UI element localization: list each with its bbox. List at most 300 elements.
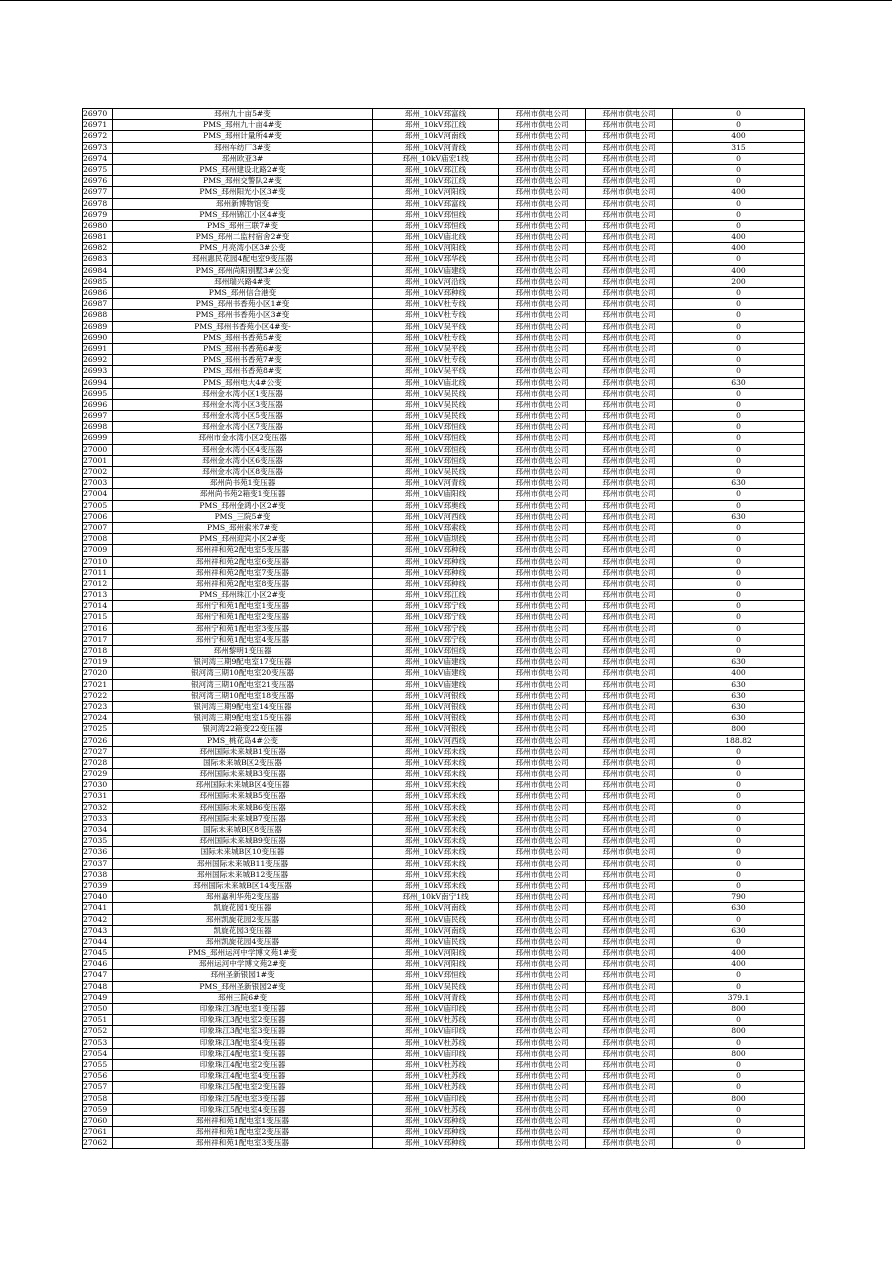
row-id-cell: 27025 — [83, 724, 113, 735]
supply-company-cell: 邳州市供电公司 — [499, 176, 586, 187]
transformer-name-cell: 邳州祥和苑2配电室5变压器 — [113, 545, 373, 556]
supply-company-2-cell: 邳州市供电公司 — [586, 153, 673, 164]
supply-company-cell: 邳州市供电公司 — [499, 724, 586, 735]
transformer-name-cell: 邳州国际未来城B6变压器 — [113, 802, 373, 813]
row-id-cell: 27014 — [83, 601, 113, 612]
supply-company-cell: 邳州市供电公司 — [499, 1082, 586, 1093]
row-id-cell: 27020 — [83, 668, 113, 679]
table-row — [83, 623, 805, 634]
row-id-cell: 26992 — [83, 355, 113, 366]
supply-company-cell: 邳州市供电公司 — [499, 444, 586, 455]
supply-company-2-cell: 邳州市供电公司 — [586, 959, 673, 970]
row-id-cell: 26994 — [83, 377, 113, 388]
row-id-cell: 27013 — [83, 590, 113, 601]
supply-company-2-cell: 邳州市供电公司 — [586, 657, 673, 668]
supply-company-2-cell: 邳州市供电公司 — [586, 925, 673, 936]
row-id-cell: 26997 — [83, 411, 113, 422]
supply-company-2-cell: 邳州市供电公司 — [586, 880, 673, 891]
supply-company-2-cell: 邳州市供电公司 — [586, 220, 673, 231]
capacity-cell: 0 — [673, 791, 805, 802]
capacity-cell: 0 — [673, 836, 805, 847]
capacity-cell: 188.82 — [673, 735, 805, 746]
row-id-cell: 27035 — [83, 836, 113, 847]
table-row — [83, 959, 805, 970]
supply-company-2-cell: 邳州市供电公司 — [586, 545, 673, 556]
feeder-line-cell: 邳州_10kV河银线 — [373, 701, 499, 712]
row-id-cell: 27036 — [83, 847, 113, 858]
feeder-line-cell: 邳州_10kV庙北线 — [373, 232, 499, 243]
transformer-name-cell: 邳州祥和苑1配电室1变压器 — [113, 1115, 373, 1126]
feeder-line-cell: 邳州_10kV庙坝线 — [373, 534, 499, 545]
supply-company-cell: 邳州市供电公司 — [499, 332, 586, 343]
row-id-cell: 27007 — [83, 522, 113, 533]
capacity-cell: 400 — [673, 668, 805, 679]
feeder-line-cell: 邳州_10kV河银线 — [373, 713, 499, 724]
table-row — [83, 981, 805, 992]
supply-company-2-cell: 邳州市供电公司 — [586, 903, 673, 914]
supply-company-cell: 邳州市供电公司 — [499, 769, 586, 780]
table-row — [83, 422, 805, 433]
feeder-line-cell: 邳州_10kV邳未线 — [373, 869, 499, 880]
feeder-line-cell: 邳州_10kV邳江线 — [373, 590, 499, 601]
transformer-table — [82, 108, 805, 1149]
row-id-cell: 27010 — [83, 556, 113, 567]
transformer-name-cell: 印象珠江3配电室4变压器 — [113, 1037, 373, 1048]
row-id-cell: 27022 — [83, 690, 113, 701]
supply-company-cell: 邳州市供电公司 — [499, 936, 586, 947]
supply-company-cell: 邳州市供电公司 — [499, 970, 586, 981]
row-id-cell: 27058 — [83, 1093, 113, 1104]
feeder-line-cell: 邳州_10kV邳江线 — [373, 164, 499, 175]
supply-company-cell: 邳州市供电公司 — [499, 791, 586, 802]
supply-company-cell: 邳州市供电公司 — [499, 646, 586, 657]
table-row — [83, 746, 805, 757]
feeder-line-cell: 邳州_10kV河阳线 — [373, 948, 499, 959]
capacity-cell: 0 — [673, 1071, 805, 1082]
capacity-cell: 0 — [673, 467, 805, 478]
supply-company-cell: 邳州市供电公司 — [499, 433, 586, 444]
transformer-name-cell: PMS_邳州运河中学博文苑1#变 — [113, 948, 373, 959]
supply-company-cell: 邳州市供电公司 — [499, 422, 586, 433]
row-id-cell: 27032 — [83, 802, 113, 813]
supply-company-cell: 邳州市供电公司 — [499, 925, 586, 936]
capacity-cell: 630 — [673, 690, 805, 701]
feeder-line-cell: 邳州_10kV庙阳线 — [373, 489, 499, 500]
transformer-name-cell: PMS_邳州书香苑小区4#变- — [113, 321, 373, 332]
table-row — [83, 433, 805, 444]
transformer-name-cell: 印象珠江4配电室1变压器 — [113, 1048, 373, 1059]
capacity-cell: 0 — [673, 780, 805, 791]
supply-company-cell: 邳州市供电公司 — [499, 981, 586, 992]
transformer-name-cell: 邳州国际未来城B3变压器 — [113, 769, 373, 780]
transformer-name-cell: 邳州国际未来城B1变压器 — [113, 746, 373, 757]
transformer-name-cell: 邳州宁和苑1配电室2变压器 — [113, 612, 373, 623]
table-row — [83, 522, 805, 533]
table-row — [83, 511, 805, 522]
supply-company-cell: 邳州市供电公司 — [499, 1059, 586, 1070]
supply-company-2-cell: 邳州市供电公司 — [586, 802, 673, 813]
capacity-cell: 400 — [673, 187, 805, 198]
capacity-cell: 0 — [673, 343, 805, 354]
transformer-name-cell: PMS_邳州电大4#公变 — [113, 377, 373, 388]
supply-company-2-cell: 邳州市供电公司 — [586, 411, 673, 422]
row-id-cell: 27061 — [83, 1127, 113, 1138]
table-row — [83, 992, 805, 1003]
transformer-name-cell: 银河湾三期9配电室15变压器 — [113, 713, 373, 724]
table-row — [83, 802, 805, 813]
supply-company-2-cell: 邳州市供电公司 — [586, 343, 673, 354]
table-row — [83, 903, 805, 914]
feeder-line-cell: 邳州_10kV南宁1线 — [373, 892, 499, 903]
supply-company-2-cell: 邳州市供电公司 — [586, 209, 673, 220]
transformer-name-cell: 印象珠江5配电室2变压器 — [113, 1082, 373, 1093]
transformer-name-cell: PMS_邳州书香苑小区1#变 — [113, 299, 373, 310]
table-row — [83, 310, 805, 321]
feeder-line-cell: 邳州_10kV杜专线 — [373, 332, 499, 343]
feeder-line-cell: 邳州_10kV邳江线 — [373, 176, 499, 187]
row-id-cell: 26980 — [83, 220, 113, 231]
row-id-cell: 27038 — [83, 869, 113, 880]
feeder-line-cell: 邳州_10kV杜专线 — [373, 299, 499, 310]
transformer-name-cell: 印象珠江4配电室4变压器 — [113, 1071, 373, 1082]
capacity-cell: 0 — [673, 936, 805, 947]
row-id-cell: 27026 — [83, 735, 113, 746]
feeder-line-cell: 邳州_10kV杜苏线 — [373, 1104, 499, 1115]
supply-company-2-cell: 邳州市供电公司 — [586, 981, 673, 992]
transformer-name-cell: PMS_邳州金鸿小区2#变 — [113, 500, 373, 511]
feeder-line-cell: 邳州_10kV庙印线 — [373, 1048, 499, 1059]
supply-company-cell: 邳州市供电公司 — [499, 1093, 586, 1104]
supply-company-cell: 邳州市供电公司 — [499, 399, 586, 410]
feeder-line-cell: 邳州_10kV邳未线 — [373, 880, 499, 891]
table-row — [83, 578, 805, 589]
feeder-line-cell: 邳州_10kV邳恒线 — [373, 220, 499, 231]
table-row — [83, 1093, 805, 1104]
supply-company-cell: 邳州市供电公司 — [499, 455, 586, 466]
supply-company-2-cell: 邳州市供电公司 — [586, 1127, 673, 1138]
transformer-name-cell: 银河湾22箱变22变压器 — [113, 724, 373, 735]
capacity-cell: 0 — [673, 399, 805, 410]
supply-company-2-cell: 邳州市供电公司 — [586, 131, 673, 142]
transformer-name-cell: 印象珠江3配电室1变压器 — [113, 1004, 373, 1015]
capacity-cell: 0 — [673, 321, 805, 332]
table-row — [83, 724, 805, 735]
row-id-cell: 27050 — [83, 1004, 113, 1015]
supply-company-cell: 邳州市供电公司 — [499, 746, 586, 757]
feeder-line-cell: 邳州_10kV邳江线 — [373, 120, 499, 131]
table-row — [83, 1048, 805, 1059]
capacity-cell: 0 — [673, 1115, 805, 1126]
supply-company-2-cell: 邳州市供电公司 — [586, 388, 673, 399]
feeder-line-cell: 邳州_10kV邳宁线 — [373, 634, 499, 645]
supply-company-2-cell: 邳州市供电公司 — [586, 590, 673, 601]
capacity-cell: 0 — [673, 109, 805, 120]
feeder-line-cell: 邳州_10kV邳种线 — [373, 567, 499, 578]
supply-company-2-cell: 邳州市供电公司 — [586, 511, 673, 522]
row-id-cell: 27031 — [83, 791, 113, 802]
table-row — [83, 948, 805, 959]
capacity-cell: 0 — [673, 522, 805, 533]
supply-company-2-cell: 邳州市供电公司 — [586, 276, 673, 287]
supply-company-cell: 邳州市供电公司 — [499, 120, 586, 131]
transformer-name-cell: 邳州尚书苑1变压器 — [113, 478, 373, 489]
feeder-line-cell: 邳州_10kV邳种线 — [373, 1138, 499, 1149]
supply-company-cell: 邳州市供电公司 — [499, 679, 586, 690]
supply-company-2-cell: 邳州市供电公司 — [586, 377, 673, 388]
supply-company-cell: 邳州市供电公司 — [499, 1026, 586, 1037]
row-id-cell: 26970 — [83, 109, 113, 120]
supply-company-2-cell: 邳州市供电公司 — [586, 679, 673, 690]
capacity-cell: 0 — [673, 444, 805, 455]
transformer-name-cell: 邳州金水湾小区3变压器 — [113, 399, 373, 410]
row-id-cell: 26971 — [83, 120, 113, 131]
feeder-line-cell: 邳州_10kV邳恒线 — [373, 970, 499, 981]
capacity-cell: 0 — [673, 388, 805, 399]
supply-company-2-cell: 邳州市供电公司 — [586, 176, 673, 187]
table-row — [83, 634, 805, 645]
supply-company-cell: 邳州市供电公司 — [499, 668, 586, 679]
supply-company-cell: 邳州市供电公司 — [499, 1071, 586, 1082]
supply-company-2-cell: 邳州市供电公司 — [586, 321, 673, 332]
feeder-line-cell: 邳州_10kV邳种线 — [373, 288, 499, 299]
feeder-line-cell: 邳州_10kV杜专线 — [373, 310, 499, 321]
supply-company-cell: 邳州市供电公司 — [499, 1004, 586, 1015]
table-row — [83, 388, 805, 399]
capacity-cell: 630 — [673, 713, 805, 724]
capacity-cell: 0 — [673, 422, 805, 433]
transformer-name-cell: 凯旋花园1变压器 — [113, 903, 373, 914]
supply-company-2-cell: 邳州市供电公司 — [586, 567, 673, 578]
capacity-cell: 0 — [673, 880, 805, 891]
row-id-cell: 27006 — [83, 511, 113, 522]
capacity-cell: 630 — [673, 925, 805, 936]
transformer-name-cell: 邳州国际未来城B11变压器 — [113, 858, 373, 869]
table-row — [83, 1082, 805, 1093]
supply-company-cell: 邳州市供电公司 — [499, 948, 586, 959]
row-id-cell: 27053 — [83, 1037, 113, 1048]
row-id-cell: 26974 — [83, 153, 113, 164]
row-id-cell: 27000 — [83, 444, 113, 455]
supply-company-cell: 邳州市供电公司 — [499, 578, 586, 589]
capacity-cell: 0 — [673, 612, 805, 623]
table-row — [83, 187, 805, 198]
capacity-cell: 0 — [673, 623, 805, 634]
supply-company-cell: 邳州市供电公司 — [499, 153, 586, 164]
row-id-cell: 27018 — [83, 646, 113, 657]
capacity-cell: 0 — [673, 433, 805, 444]
transformer-name-cell: 邳州尚书苑2箱变1变压器 — [113, 489, 373, 500]
capacity-cell: 630 — [673, 511, 805, 522]
supply-company-2-cell: 邳州市供电公司 — [586, 433, 673, 444]
feeder-line-cell: 邳州_10kV河银线 — [373, 690, 499, 701]
capacity-cell: 630 — [673, 377, 805, 388]
capacity-cell: 0 — [673, 825, 805, 836]
supply-company-cell: 邳州市供电公司 — [499, 109, 586, 120]
row-id-cell: 26991 — [83, 343, 113, 354]
capacity-cell: 630 — [673, 679, 805, 690]
row-id-cell: 26999 — [83, 433, 113, 444]
supply-company-cell: 邳州市供电公司 — [499, 377, 586, 388]
row-id-cell: 27056 — [83, 1071, 113, 1082]
feeder-line-cell: 邳州_10kV河青线 — [373, 992, 499, 1003]
supply-company-2-cell: 邳州市供电公司 — [586, 522, 673, 533]
transformer-name-cell: 邳州祥和苑1配电室2变压器 — [113, 1127, 373, 1138]
supply-company-2-cell: 邳州市供电公司 — [586, 1104, 673, 1115]
row-id-cell: 26995 — [83, 388, 113, 399]
supply-company-2-cell: 邳州市供电公司 — [586, 869, 673, 880]
table-row — [83, 791, 805, 802]
feeder-line-cell: 邳州_10kV河银线 — [373, 724, 499, 735]
table-row — [83, 858, 805, 869]
capacity-cell: 0 — [673, 153, 805, 164]
row-id-cell: 27051 — [83, 1015, 113, 1026]
feeder-line-cell: 邳州_10kV庙印线 — [373, 1004, 499, 1015]
table-row — [83, 690, 805, 701]
table-row — [83, 489, 805, 500]
capacity-cell: 0 — [673, 578, 805, 589]
supply-company-2-cell: 邳州市供电公司 — [586, 970, 673, 981]
table-row — [83, 813, 805, 824]
transformer-name-cell: 印象珠江5配电室4变压器 — [113, 1104, 373, 1115]
row-id-cell: 26982 — [83, 243, 113, 254]
row-id-cell: 27030 — [83, 780, 113, 791]
row-id-cell: 26996 — [83, 399, 113, 410]
table-row — [83, 590, 805, 601]
row-id-cell: 27059 — [83, 1104, 113, 1115]
table-row — [83, 1127, 805, 1138]
row-id-cell: 27039 — [83, 880, 113, 891]
table-row — [83, 164, 805, 175]
transformer-name-cell: 邳州运河中学博文苑2#变 — [113, 959, 373, 970]
transformer-name-cell: 邳州金水湾小区7变压器 — [113, 422, 373, 433]
supply-company-2-cell: 邳州市供电公司 — [586, 646, 673, 657]
transformer-name-cell: PMS_邳州二监村宿舍2#变 — [113, 232, 373, 243]
transformer-name-cell: 银河湾三期10配电室21变压器 — [113, 679, 373, 690]
table-row — [83, 478, 805, 489]
row-id-cell: 27034 — [83, 825, 113, 836]
transformer-name-cell: PMS_邳州信合港变 — [113, 288, 373, 299]
feeder-line-cell: 邳州_10kV吴民线 — [373, 981, 499, 992]
transformer-name-cell: 印象珠江3配电室3变压器 — [113, 1026, 373, 1037]
supply-company-2-cell: 邳州市供电公司 — [586, 713, 673, 724]
supply-company-2-cell: 邳州市供电公司 — [586, 690, 673, 701]
supply-company-cell: 邳州市供电公司 — [499, 276, 586, 287]
feeder-line-cell: 邳州_10kV邳奥线 — [373, 500, 499, 511]
supply-company-cell: 邳州市供电公司 — [499, 903, 586, 914]
table-row — [83, 220, 805, 231]
table-row — [83, 612, 805, 623]
supply-company-2-cell: 邳州市供电公司 — [586, 780, 673, 791]
supply-company-cell: 邳州市供电公司 — [499, 601, 586, 612]
feeder-line-cell: 邳州_10kV庙建线 — [373, 679, 499, 690]
row-id-cell: 27057 — [83, 1082, 113, 1093]
table-row — [83, 1015, 805, 1026]
transformer-name-cell: 邳州国际未来城B区14变压器 — [113, 880, 373, 891]
capacity-cell: 0 — [673, 288, 805, 299]
supply-company-cell: 邳州市供电公司 — [499, 366, 586, 377]
transformer-name-cell: PMS_邳州书香苑8#变 — [113, 366, 373, 377]
feeder-line-cell: 邳州_10kV邳未线 — [373, 836, 499, 847]
supply-company-2-cell: 邳州市供电公司 — [586, 187, 673, 198]
supply-company-2-cell: 邳州市供电公司 — [586, 164, 673, 175]
row-id-cell: 27047 — [83, 970, 113, 981]
capacity-cell: 0 — [673, 355, 805, 366]
table-row — [83, 925, 805, 936]
supply-company-cell: 邳州市供电公司 — [499, 478, 586, 489]
supply-company-2-cell: 邳州市供电公司 — [586, 1059, 673, 1070]
feeder-line-cell: 邳州_10kV邳华线 — [373, 254, 499, 265]
transformer-name-cell: 邳州国际未来城B区4变压器 — [113, 780, 373, 791]
capacity-cell: 0 — [673, 1138, 805, 1149]
supply-company-2-cell: 邳州市供电公司 — [586, 701, 673, 712]
supply-company-cell: 邳州市供电公司 — [499, 187, 586, 198]
transformer-name-cell: 银河湾三期10配电室20变压器 — [113, 668, 373, 679]
capacity-cell: 0 — [673, 869, 805, 880]
transformer-name-cell: 银河湾三期9配电室14变压器 — [113, 701, 373, 712]
supply-company-2-cell: 邳州市供电公司 — [586, 1138, 673, 1149]
supply-company-2-cell: 邳州市供电公司 — [586, 612, 673, 623]
transformer-name-cell: PMS_三院5#变 — [113, 511, 373, 522]
row-id-cell: 27009 — [83, 545, 113, 556]
feeder-line-cell: 邳州_10kV邳种线 — [373, 1115, 499, 1126]
supply-company-cell: 邳州市供电公司 — [499, 657, 586, 668]
table-row — [83, 601, 805, 612]
supply-company-2-cell: 邳州市供电公司 — [586, 914, 673, 925]
supply-company-cell: 邳州市供电公司 — [499, 914, 586, 925]
row-id-cell: 27042 — [83, 914, 113, 925]
feeder-line-cell: 邳州_10kV邳宁线 — [373, 601, 499, 612]
table-row — [83, 411, 805, 422]
table-row — [83, 153, 805, 164]
capacity-cell: 0 — [673, 411, 805, 422]
feeder-line-cell: 邳州_10kV邳宁线 — [373, 612, 499, 623]
table-row — [83, 668, 805, 679]
capacity-cell: 0 — [673, 757, 805, 768]
table-row — [83, 299, 805, 310]
feeder-line-cell: 邳州_10kV河阳线 — [373, 959, 499, 970]
table-row — [83, 825, 805, 836]
capacity-cell: 800 — [673, 1093, 805, 1104]
capacity-cell: 800 — [673, 724, 805, 735]
capacity-cell: 0 — [673, 1082, 805, 1093]
row-id-cell: 27027 — [83, 746, 113, 757]
supply-company-cell: 邳州市供电公司 — [499, 1015, 586, 1026]
capacity-cell: 0 — [673, 164, 805, 175]
feeder-line-cell: 邳州_10kV杜苏线 — [373, 1059, 499, 1070]
capacity-cell: 0 — [673, 556, 805, 567]
supply-company-cell: 邳州市供电公司 — [499, 500, 586, 511]
row-id-cell: 26981 — [83, 232, 113, 243]
supply-company-cell: 邳州市供电公司 — [499, 467, 586, 478]
row-id-cell: 27044 — [83, 936, 113, 947]
supply-company-cell: 邳州市供电公司 — [499, 1104, 586, 1115]
supply-company-cell: 邳州市供电公司 — [499, 232, 586, 243]
transformer-name-cell: 邳州市金水湾小区2变压器 — [113, 433, 373, 444]
row-id-cell: 27011 — [83, 567, 113, 578]
feeder-line-cell: 邳州_10kV河阳线 — [373, 187, 499, 198]
row-id-cell: 26979 — [83, 209, 113, 220]
supply-company-cell: 邳州市供电公司 — [499, 623, 586, 634]
row-id-cell: 27015 — [83, 612, 113, 623]
supply-company-2-cell: 邳州市供电公司 — [586, 847, 673, 858]
capacity-cell: 0 — [673, 1127, 805, 1138]
capacity-cell: 0 — [673, 1059, 805, 1070]
table-body — [83, 109, 805, 1149]
supply-company-cell: 邳州市供电公司 — [499, 388, 586, 399]
supply-company-2-cell: 邳州市供电公司 — [586, 948, 673, 959]
table-row — [83, 713, 805, 724]
supply-company-cell: 邳州市供电公司 — [499, 299, 586, 310]
